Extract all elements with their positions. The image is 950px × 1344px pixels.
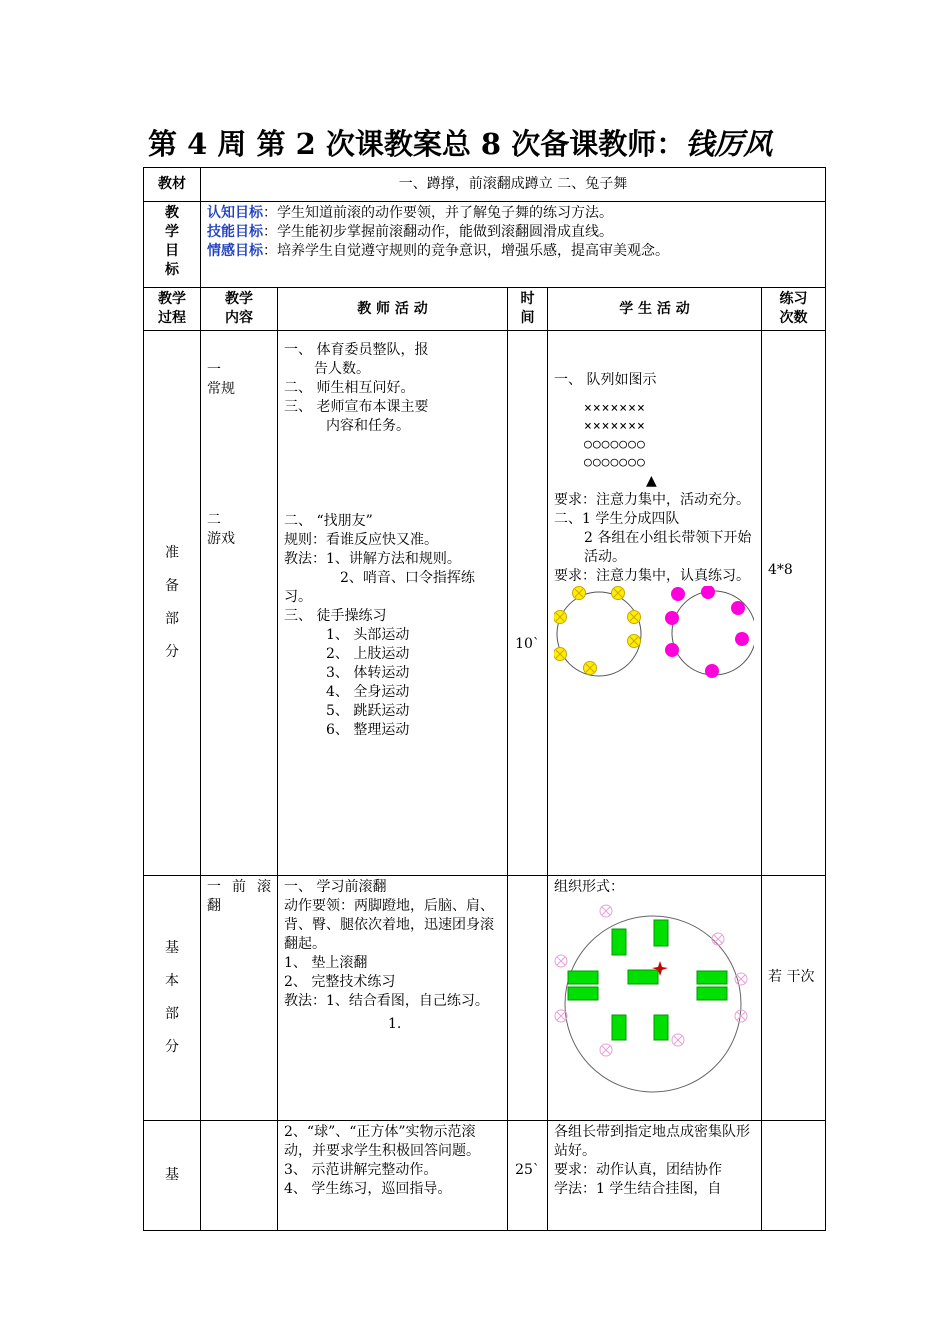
magenta-student-icon: [735, 632, 749, 646]
student-marker-icon: [555, 1010, 567, 1022]
lesson-plan-table: [143, 167, 826, 1231]
magenta-student-icon: [705, 664, 719, 678]
magenta-student-icon: [731, 601, 745, 615]
yellow-student-icon: [584, 662, 597, 675]
basic-section-label: 基 本 部 分: [144, 876, 201, 1121]
exercise-2: 2、 上肢运动: [326, 646, 410, 662]
roll-essentials: 动作要领：两脚蹬地，后脑、肩、背、臀、腿依次着地，迅速团身滚翻起。: [284, 898, 494, 952]
basic2-section-label: 基: [144, 1121, 201, 1231]
mat-icon: [654, 920, 668, 946]
yellow-circle-outline: [557, 592, 641, 676]
mat-icon: [568, 987, 598, 1000]
goals-content: [201, 202, 826, 288]
teacher-name: 钱厉风: [685, 127, 773, 161]
yellow-student-icon: [554, 611, 567, 624]
basic2-row: [144, 1121, 826, 1231]
prep-content: [201, 331, 278, 876]
basic2-student-line3: 学法：1 学生结合挂图，自: [554, 1181, 722, 1197]
organization-label: 组织形式：: [554, 879, 624, 895]
formation-row-x1: ×××××××: [584, 401, 646, 416]
roll-step1: 1、 垫上滚翻: [284, 955, 368, 971]
mat-icon: [697, 971, 727, 984]
mat-formation-diagram: [554, 897, 754, 1102]
circle-formation-diagram: [554, 586, 754, 686]
magenta-student-icon: [701, 586, 715, 599]
teacher-triangle-icon: ▲: [646, 473, 657, 489]
mat-icon: [568, 971, 598, 984]
routine-step3: 三、 老师宣布本课主要: [284, 399, 429, 415]
formation-row-o1: ○○○○○○○: [584, 437, 646, 452]
basic2-teacher-step3: 3、 示范讲解完整动作。: [284, 1162, 438, 1178]
game-method3: 习。: [284, 589, 312, 605]
yellow-student-icon: [554, 648, 567, 661]
prep-section-label: 准 备 部 分: [144, 331, 201, 876]
prep-requirement1: 要求：注意力集中，活动充分。: [554, 492, 750, 508]
mat-icon: [697, 987, 727, 1000]
game-rules: 规则：看谁反应快又准。: [284, 532, 438, 548]
formation-title: 一、 队列如图示: [554, 372, 657, 388]
header-reps: 练习 次数: [762, 288, 826, 331]
exercise-5: 5、 跳跃运动: [326, 703, 410, 719]
basic-reps: 若 干次: [762, 876, 826, 1121]
magenta-student-icon: [665, 611, 679, 625]
prep-student: [548, 331, 762, 876]
prep-teacher: 一、 体育委员整队，报 告人数。 二、 师生相互问好。 三、 老师宣布本课主要 内容和任务。 二、 “找朋友” 规则：看谁反应快又准。 教法：1、讲解方法和规则。 2、哨音、口令指挥练 习。 三、 徒手操练习 1、 头部运动 2、 上肢运动 3、 体转运动 4、 全身运动 5、 跳跃运动 6、 整理运动: [278, 331, 508, 876]
basic-student: [548, 876, 762, 1121]
roll-step2: 2、 完整技术练习: [284, 974, 396, 990]
mat-icon: [612, 929, 626, 955]
student-marker-icon: [600, 1044, 612, 1056]
yellow-student-icon: [573, 587, 586, 600]
game-num: 二: [207, 512, 221, 528]
routine-step1: 一、 体育委员整队，报: [284, 342, 429, 358]
game-method1: 教法：1、讲解方法和规则。: [284, 551, 461, 567]
basic2-content: [201, 1121, 278, 1231]
header-process: 教学 过程: [144, 288, 201, 331]
routine-step2: 二、 师生相互问好。: [284, 380, 415, 396]
roll-title: 一、 学习前滚翻: [284, 879, 387, 895]
basic2-student: [548, 1121, 762, 1231]
roll-method: 教法：1、结合看图，自己练习。: [284, 993, 489, 1009]
exercise-6: 6、 整理运动: [326, 722, 410, 738]
goal-affective: 情感目标：培养学生自觉遵守规则的竞争意识，增强乐感，提高审美观念。: [207, 243, 669, 259]
formation-row-x2: ×××××××: [584, 419, 646, 434]
goal-skill: 技能目标：学生能初步掌握前滚翻动作，能做到滚翻圆滑成直线。: [207, 224, 613, 240]
exercise-1: 1、 头部运动: [326, 627, 410, 643]
yellow-student-icon: [628, 635, 641, 648]
exercise-3: 3、 体转运动: [326, 665, 410, 681]
game-title: 二、 “找朋友”: [284, 513, 373, 529]
prep-requirement2: 要求：注意力集中，认真练习。: [554, 568, 750, 584]
formation-row-o2: ○○○○○○○: [584, 455, 646, 470]
exercise-title: 三、 徒手操练习: [284, 608, 387, 624]
basic2-student-line2: 要求：动作认真，团结协作: [554, 1162, 722, 1178]
basic-content: 一 前 滚 翻: [201, 876, 278, 1121]
group-step2: 2 各组在小组长带领下开始活动。: [584, 530, 752, 565]
mat-icon: [654, 1015, 668, 1040]
basic-teacher: [278, 876, 508, 1121]
exercise-4: 4、 全身运动: [326, 684, 410, 700]
basic2-teacher: [278, 1121, 508, 1231]
magenta-student-icon: [671, 587, 685, 601]
game-label: 游戏: [207, 531, 235, 547]
mat-icon: [612, 1015, 626, 1040]
materials-row: [144, 168, 826, 202]
yellow-student-icon: [612, 587, 625, 600]
mat-icon: [628, 970, 658, 984]
game-method2: 2、哨音、口令指挥练: [340, 570, 475, 586]
basic2-time: 25`: [508, 1121, 548, 1231]
goals-label: 教 学 目 标: [144, 202, 201, 288]
basic-time: [508, 876, 548, 1121]
yellow-student-icon: [628, 611, 641, 624]
student-marker-icon: [735, 973, 747, 985]
basic2-teacher-step2: 2、“球”、“正方体”实物示范滚动，并要求学生积极回答问题。: [284, 1124, 480, 1159]
magenta-student-icon: [665, 643, 679, 657]
student-marker-icon: [555, 955, 567, 967]
title-text: 第 4 周 第 2 次课教案总 8 次备课教师：: [148, 127, 686, 161]
student-marker-icon: [600, 905, 612, 917]
prep-time: 10`: [508, 331, 548, 876]
basic2-student-line1: 各组长带到指定地点成密集队形站好。: [554, 1124, 750, 1159]
page-title: [148, 122, 848, 163]
student-marker-icon: [712, 933, 724, 945]
materials-content: 一、蹲撑，前滚翻成蹲立 二、兔子舞: [201, 168, 826, 202]
basic2-teacher-step4: 4、 学生练习，巡回指导。: [284, 1181, 452, 1197]
roll-sub: 1.: [388, 1016, 402, 1032]
goals-row: [144, 202, 826, 288]
prep-row: [144, 331, 826, 876]
student-marker-icon: [672, 1034, 684, 1046]
header-time: 时 间: [508, 288, 548, 331]
basic-row: [144, 876, 826, 1121]
header-content: 教学 内容: [201, 288, 278, 331]
header-student: 学 生 活 动: [548, 288, 762, 331]
prep-reps: 4*8: [762, 331, 826, 876]
goal-cognitive: 认知目标：学生知道前滚的动作要领，并了解兔子舞的练习方法。: [207, 205, 613, 221]
materials-label: 教材: [144, 168, 201, 202]
header-row: [144, 288, 826, 331]
group-step1: 二、1 学生分成四队: [554, 511, 680, 527]
routine-label: 常规: [207, 381, 235, 397]
routine-num: 一: [207, 362, 221, 378]
basic2-reps: [762, 1121, 826, 1231]
header-teacher: 教 师 活 动: [278, 288, 508, 331]
